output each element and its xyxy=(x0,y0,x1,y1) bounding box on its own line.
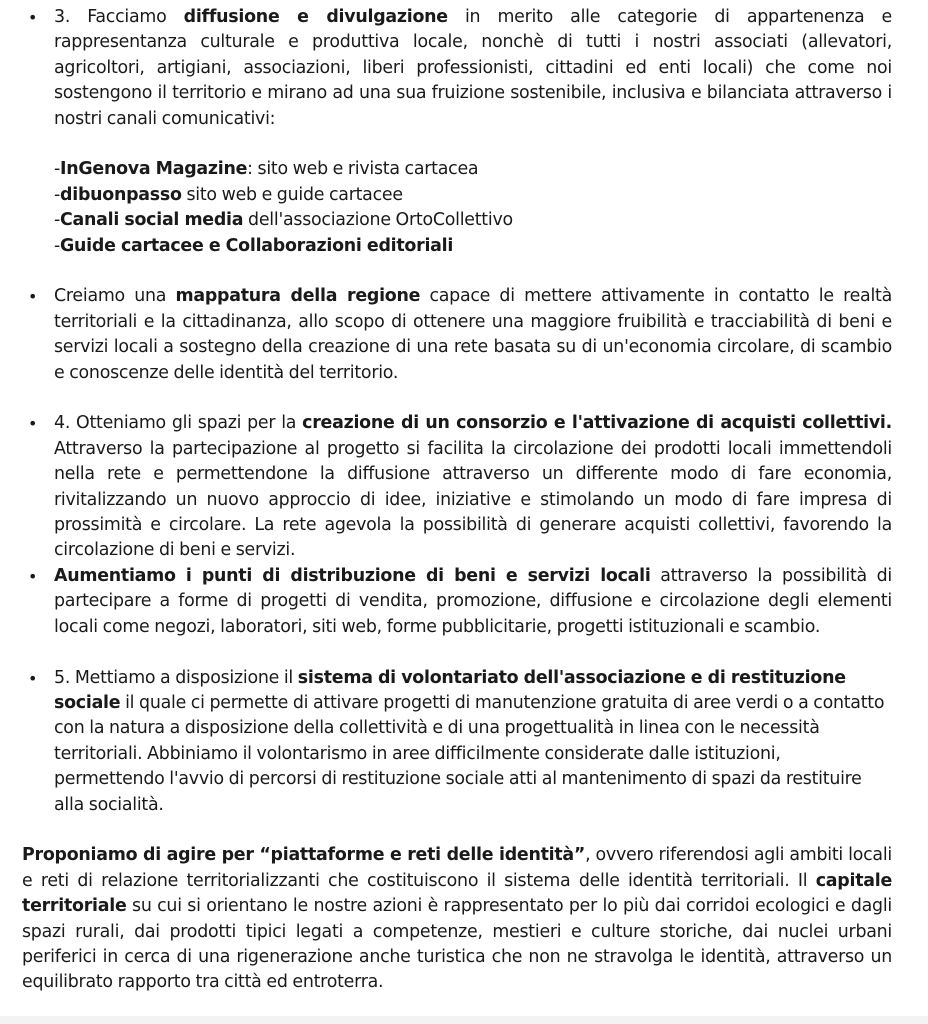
bullet-icon: • xyxy=(28,668,38,688)
bullet-icon: • xyxy=(28,287,38,307)
spacer xyxy=(22,259,892,284)
item-text: 5. Mettiamo a disposizione il sistema di volontariato dell'associazione e di restituzione sociale il quale ci permette di attivare progetti di manutenzione gratuita di aree verdi o a contatto con la natura a disposizione della collettività e di una progettualità in linea con le necessità territoriali. Abbiniamo il volontarismo in aree difficilmente considerate dalle istituzioni, permettendo l'avvio di percorsi di restituzione sociale atti al mantenimento di spazi da restituire alla socialità. xyxy=(54,667,885,815)
item-text: 3. Facciamo diffusione e divulgazione in merito alle categorie di appartenenza e rappresentanza culturale e produttiva locale, nonchè di tutti i nostri associati (allevatori, agricoltori, artigiani, associazioni, liberi professionisti, cittadini ed enti locali) che come noi sostengono il territorio e mirano ad una sua fruizione sostenibile, inclusiva e bilanciata attraverso i nostri canali comunicativi: xyxy=(54,7,893,129)
bullet-icon: • xyxy=(28,566,38,586)
document-body xyxy=(22,5,892,996)
channels-list xyxy=(22,157,892,259)
channel-item: -Canali social media dell'associazione OrtoCollettivo xyxy=(54,210,513,231)
spacer xyxy=(22,386,892,411)
list-item xyxy=(22,411,892,563)
closing-paragraph: Proponiamo di agire per “piattaforme e reti delle identità”, ovvero riferendosi agli ambiti locali e reti di relazione territorializzanti che costituiscono il sistema delle identità territoriali. Il capitale territoriale su cui si orientano le nostre azioni è rappresentato per lo più dai corridoi ecologici e dagli spazi rurali, dai prodotti tipici legati a competenze, mestieri e culture storiche, dai nuclei urbani periferici in cerca di una rigenerazione anche turistica che non ne stravolga le identità, attraverso un equilibrato rapporto tra città ed entroterra. xyxy=(22,845,892,993)
item-text: 4. Otteniamo gli spazi per la creazione di un consorzio e l'attivazione di acquisti collettivi. Attraverso la partecipazione al progetto si facilita la circolazione dei prodotti locali immettendoli nella rete e permettendone la diffusione attraverso un differente modo di fare economia, rivitalizzando un nuovo approccio di idee, iniziative e stimolando un modo di fare impresa di prossimità e circolare. La rete agevola la possibilità di generare acquisti collettivi, favorendo la circolazione di beni e servizi. xyxy=(54,413,892,561)
list-item xyxy=(22,564,892,640)
list-item xyxy=(22,5,892,132)
spacer xyxy=(22,640,892,665)
list-item xyxy=(22,666,892,818)
bullet-icon: • xyxy=(28,414,38,434)
channel-item: -dibuonpasso sito web e guide cartacee xyxy=(54,184,403,205)
item-text: Creiamo una mappatura della regione capace di mettere attivamente in contatto le realtà territoriali e la cittadinanza, allo scopo di ottenere una maggiore fruibilità e tracciabilità di beni e servizi locali a sostegno della creazione di una rete basata su di un'economia circolare, di scambio e conoscenze delle identità del territorio. xyxy=(54,286,892,383)
list-item xyxy=(22,284,892,386)
channel-item: -InGenova Magazine: sito web e rivista cartacea xyxy=(54,159,479,180)
channel-item: -Guide cartacee e Collaborazioni editoriali xyxy=(54,235,454,256)
bullet-icon: • xyxy=(28,8,38,27)
spacer xyxy=(22,818,892,843)
page-bottom-edge xyxy=(0,1016,928,1024)
item-text: Aumentiamo i punti di distribuzione di beni e servizi locali attraverso la possibilità di partecipare a forme di progetti di vendita, promozione, diffusione e circolazione degli elementi locali come negozi, laboratori, siti web, forme pubblicitarie, progetti istituzionali e scambio. xyxy=(54,565,892,637)
